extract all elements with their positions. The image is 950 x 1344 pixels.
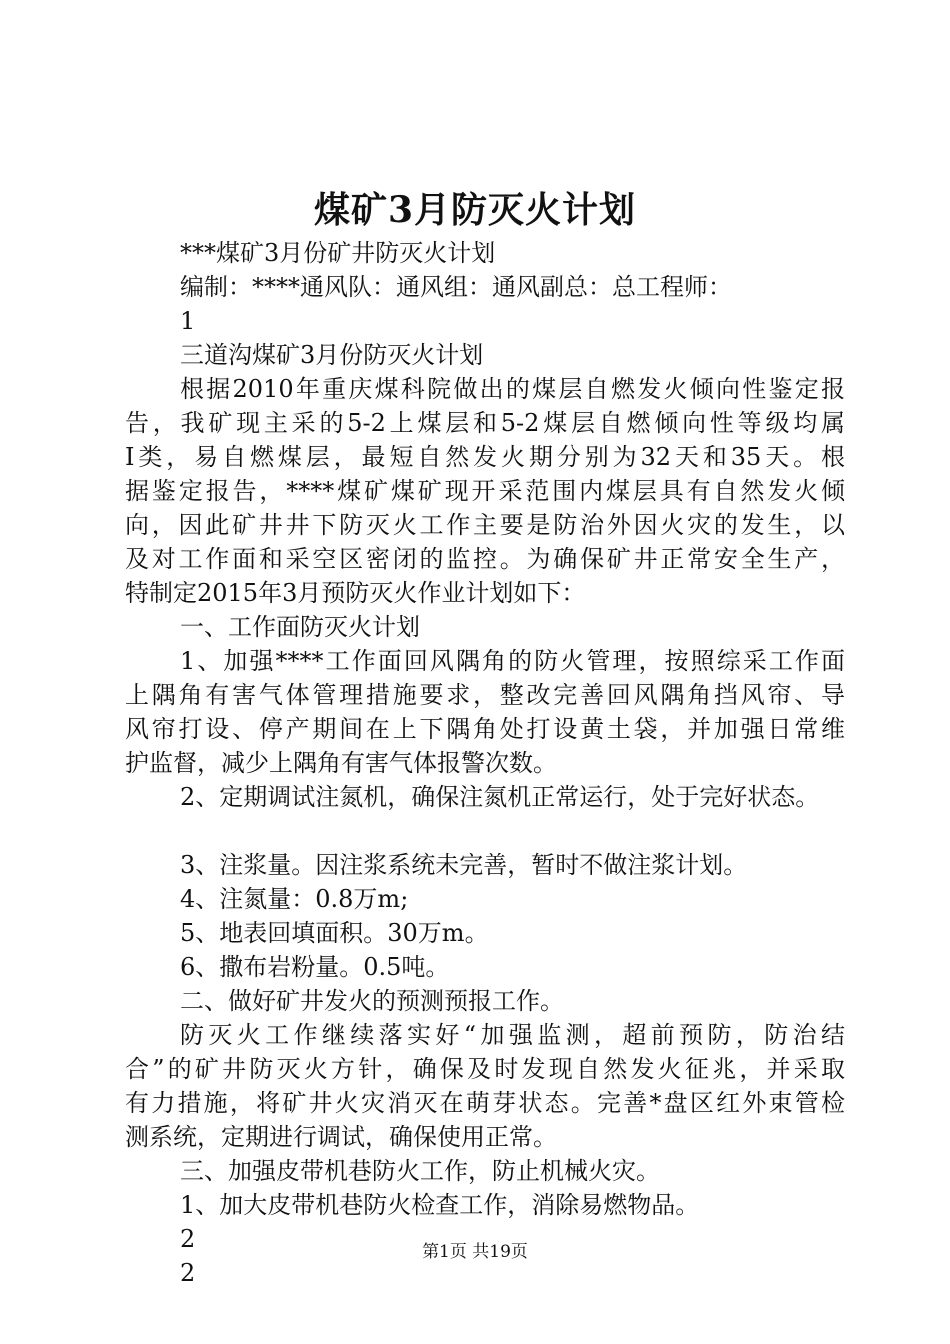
paragraph-line: 编制：****通风队：通风组：通风副总：总工程师： [180, 273, 732, 301]
paragraph-line: 有力措施，将矿井火灾消灭在萌芽状态。完善*盘区红外束管检 [125, 1089, 845, 1117]
paragraph-line: 三道沟煤矿3月份防灭火计划 [180, 341, 484, 369]
paragraph-line: 1 [180, 307, 196, 335]
paragraph-line: 2 [180, 1225, 196, 1253]
paragraph-line: 上隅角有害气体管理措施要求，整改完善回风隅角挡风帘、导 [125, 681, 845, 709]
paragraph-line: 6、撒布岩粉量。0.5吨。 [180, 953, 450, 981]
paragraph-line: Ⅰ类，易自燃煤层，最短自然发火期分别为32天和35天。根 [125, 443, 845, 471]
paragraph-line: 1、加强****工作面回风隅角的防火管理，按照综采工作面 [180, 647, 845, 675]
paragraph-line: 3、注浆量。因注浆系统未完善，暂时不做注浆计划。 [180, 851, 748, 879]
paragraph-line: 据鉴定报告，****煤矿煤矿现开采范围内煤层具有自然发火倾 [125, 477, 845, 505]
paragraph-line: 向，因此矿井井下防灭火工作主要是防治外因火灾的发生，以 [125, 511, 845, 539]
section-heading: 三、加强皮带机巷防火工作，防止机械火灾。 [180, 1157, 660, 1185]
paragraph-line: 测系统，定期进行调试，确保使用正常。 [125, 1123, 557, 1151]
paragraph-line: 2 [180, 1259, 196, 1287]
paragraph-line: 5、地表回填面积。30万m。 [180, 919, 489, 947]
blank-line [125, 814, 845, 848]
paragraph-line: 1、加大皮带机巷防火检查工作，消除易燃物品。 [180, 1191, 700, 1219]
paragraph-line: 根据2010年重庆煤科院做出的煤层自燃发火倾向性鉴定报 [180, 375, 845, 403]
paragraph-line: 2、定期调试注氮机，确保注氮机正常运行，处于完好状态。 [180, 783, 820, 811]
paragraph-line: 风帘打设、停产期间在上下隅角处打设黄土袋，并加强日常维 [125, 715, 845, 743]
paragraph-line: 合”的矿井防灭火方针，确保及时发现自然发火征兆，并采取 [125, 1055, 845, 1083]
paragraph-line: 4、注氮量：0.8万m; [180, 885, 409, 913]
section-heading: 一、工作面防灭火计划 [180, 613, 420, 641]
page-footer: 第1页 共19页 [422, 1242, 528, 1262]
paragraph-line: 及对工作面和采空区密闭的监控。为确保矿井正常安全生产， [125, 545, 845, 573]
paragraph-line: 防灭火工作继续落实好“加强监测，超前预防，防治结 [180, 1021, 845, 1049]
paragraph-line: 告，我矿现主采的5-2上煤层和5-2煤层自燃倾向性等级均属 [125, 409, 845, 437]
document-body [125, 236, 845, 1290]
paragraph-line: 护监督，减少上隅角有害气体报警次数。 [125, 749, 557, 777]
section-heading: 二、做好矿井发火的预测预报工作。 [180, 987, 564, 1015]
document-title: 煤矿3月防灭火计划 [313, 189, 637, 231]
paragraph-line: ***煤矿3月份矿井防灭火计划 [180, 239, 496, 267]
paragraph-line: 特制定2015年3月预防灭火作业计划如下： [125, 579, 586, 607]
